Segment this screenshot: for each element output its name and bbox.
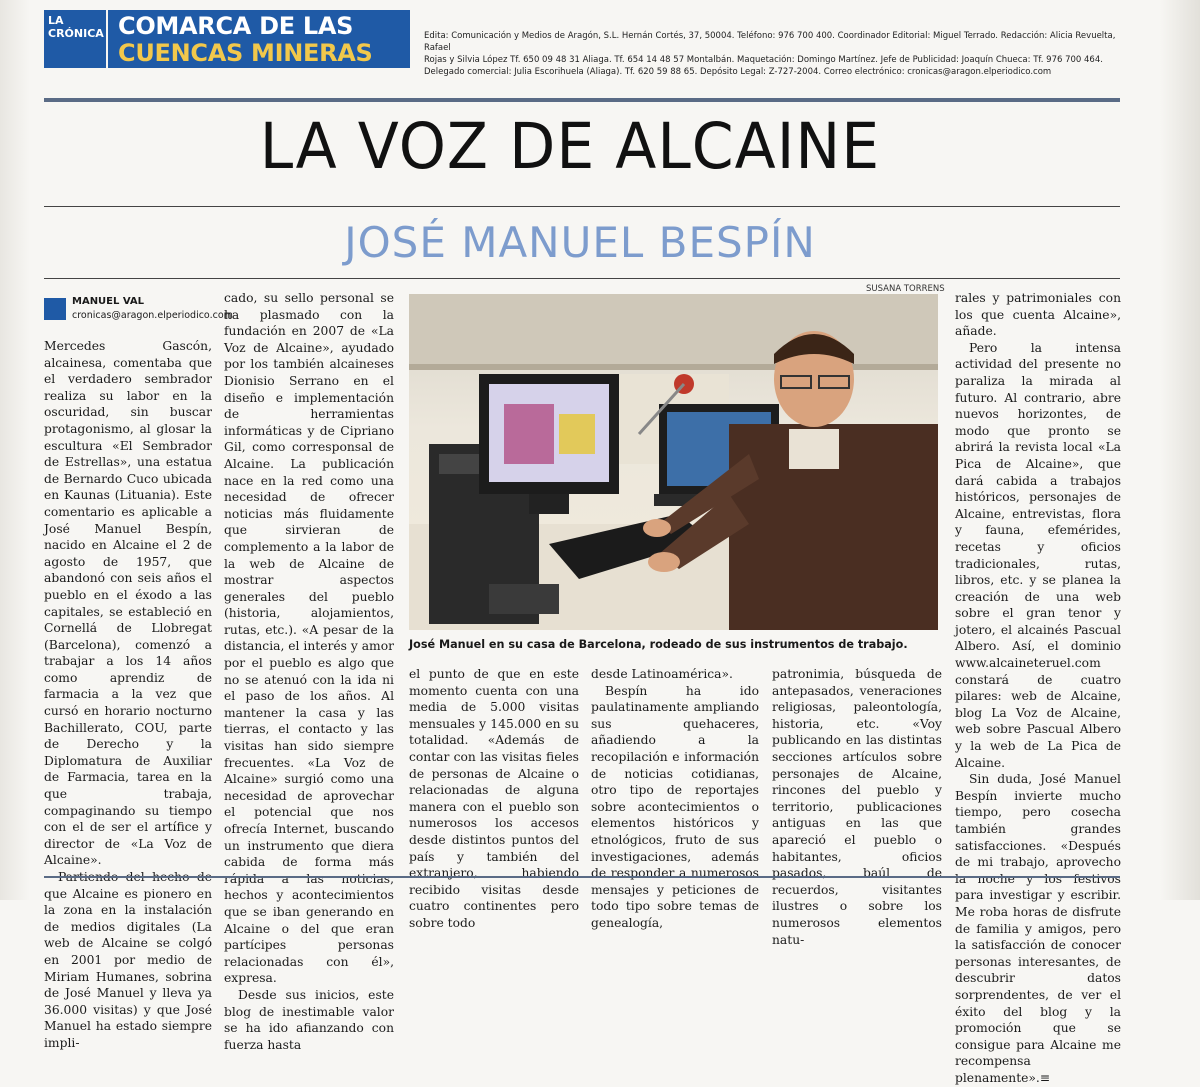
paragraph: cado, su sello personal se ha plasmado con la fundación en 2007 de «La Voz de Alcaine», ayudado por los también alcaineses Dionisio Serrano en el diseño e implementación de herramientas informáticas y de Cipriano Gil, como corresponsal de Alcaine. La publicación nace en la red como una necesidad de ofrecer noticias más fluidamente que sirvieran de complemento a la labor de la web de Alcaine de mostrar aspectos generales del pueblo (historia, alojamientos, rutas, etc.). «A pesar de la distancia, el interés y amor por el pueblo es algo que no se atenuó con la ida ni el paso de los años. Al mantener la casa y las tierras, el contacto y las visitas han sido siempre frecuentes. «La Voz de Alcaine» surgió como una necesidad de aprovechar el potencial que nos ofrecía Internet, buscando un instrumento que diera cabida de forma más rápida a las noticias, hechos y acontecimientos que se iban generando en Alcaine o del que eran partícipes personas relacionadas con él», expresa. — [224, 291, 394, 986]
photo-caption: José Manuel en su casa de Barcelona, rodeado de sus instrumentos de trabajo. — [409, 638, 908, 651]
end-of-article-mark: ≡ — [1039, 1070, 1051, 1085]
headline-divider — [44, 278, 1120, 279]
staff-credits — [424, 30, 1124, 78]
photo-illustration — [409, 294, 938, 630]
author-headline: JOSÉ MANUEL BESPÍN — [344, 218, 816, 267]
paragraph: Mercedes Gascón, alcainesa, comentaba que el verdadero sembrador realiza su labor en la oscuridad, sin buscar protagonismo, al glosar la escultura «El Sembrador de Estrellas», una estatua de Bernardo Cuco ubicada en Kaunas (Lituania). Este comentario es aplicable a José Manuel Bespín, nacido en Alcaine el 2 de agosto de 1957, que abandonó con seis años el pueblo en el éxodo a las capitales, se estableció en Cornellá de Llobregat (Barcelona), comenzó a trabajar a los 14 años como aprendiz de farmacia a la vez que cursó en horario nocturno Bachillerato, COU, parte de Derecho y la Diplomatura de Auxiliar de Farmacia, tarea en la que trabaja, compaginando su tiempo con el de ser el artífice y director de «La Voz de Alcaine». — [44, 339, 212, 868]
newspaper-logo-text: LA CRÓNICA — [48, 14, 104, 40]
headline-divider — [44, 206, 1120, 207]
credits-line: Delegado comercial: Julia Escorihuela (Aliaga). Tf. 620 59 88 65. Depósito Legal: Z-727-2004. Correo electrónico: cronicas@aragon.elperiodico.com — [424, 67, 1052, 77]
footer-rule — [44, 876, 1120, 878]
credits-line: Rojas y Silvia López Tf. 650 09 48 31 Aliaga. Tf. 654 14 48 57 Montalbán. Maquetación: Domingo Martínez. Jefe de Publicidad: Joaquín Chueca: Tf. 976 700 464. — [424, 55, 1103, 65]
paragraph: desde Latinoamérica». — [591, 667, 733, 681]
paragraph: patronimia, búsqueda de antepasados, veneraciones religiosas, paleontología, historia, etc. «Voy publicando en las distintas secciones artículos sobre personajes de Alcaine, rincones del pueblo y territorio, publicaciones antiguas en las que apareció el pueblo o habitantes, oficios pasados, baúl de recuerdos, visitantes ilustres o sobre los numerosos elementos natu- — [772, 667, 942, 947]
paragraph: el punto de que en este momento cuenta con una media de 5.000 visitas mensuales y 145.000 en su totalidad. «Además de contar con las visitas fieles de personas de Alcaine o relacionadas de alguna manera con el pueblo son numerosos los accesos desde distintos puntos del país y también del extranjero, habiendo recibido visitas desde cuatro continentes pero sobre todo — [409, 667, 579, 930]
credits-line: Edita: Comunicación y Medios de Aragón, S.L. Hernán Cortés, 37, 50004. Teléfono: 976 700 400. Coordinador Editorial: Miguel Terrado. Redacción: Alicia Revuelta, Rafael — [424, 31, 1116, 53]
paragraph-text: Sin duda, José Manuel Bespín invierte mucho tiempo, pero cosecha también grandes satisfacciones. «Después de mi trabajo, aprovecho la noche y los festivos para investigar y escribir. Me roba horas de disfrute de familia y amigos, pero la satisfacción de conocer personas interesantes, de descubrir datos sorprendentes, de ver el éxito del blog y la promoción que se consigue para Alcaine me recompensa plenamente». — [955, 772, 1121, 1085]
byline-name: MANUEL VAL — [72, 296, 145, 307]
column-title: LA VOZ DE ALCAINE — [259, 110, 881, 184]
newspaper-logo — [44, 10, 106, 68]
paragraph: Desde sus inicios, este blog de inestimable valor se ha ido afianzando con fuerza hasta — [224, 987, 394, 1052]
masthead-rule — [44, 98, 1120, 102]
article-column-4 — [591, 666, 759, 930]
byline-email: cronicas@aragon.elperiodico.com — [72, 310, 233, 321]
paragraph: Bespín ha ido paulatinamente ampliando sus quehaceres, añadiendo a la recopilación e información de noticias cotidianas, otro tipo de reportajes sobre acontecimientos o elementos históricos y etnológicos, fruto de sus investigaciones, además de responder a numerosos mensajes y peticiones de todo tipo sobre temas de genealogía, — [591, 683, 759, 930]
paragraph — [955, 771, 1121, 1086]
article-column-6 — [955, 290, 1121, 1085]
section-title-line1: COMARCA DE LAS — [118, 12, 354, 40]
article-column-3 — [409, 666, 579, 930]
paragraph: Pero la intensa actividad del presente no paraliza la mirada al futuro. Al contrario, abre nuevos horizontes, de modo que pronto se abrirá la revista local «La Pica de Alcaine», que dará cabida a trabajos históricos, personajes de Alcaine, entrevistas, flora y fauna, efemérides, recetas y oficios tradicionales, rutas, libros, etc. y se planea la creación de una web sobre el gran tenor y jotero, el alcainés Pascual Albero. Así, el dominio www.alcaineteruel.com constará de cuatro pilares: web de Alcaine, blog La Voz de Alcaine, web sobre Pascual Albero y la web de La Pica de Alcaine. — [955, 340, 1121, 770]
paragraph: Partiendo del hecho de que Alcaine es pionero en la zona en la instalación de medios digitales (La web de Alcaine se colgó en 2001 por medio de Miriam Humanes, sobrina de José Manuel y lleva ya 36.000 visitas) y que José Manuel ha estado siempre impli- — [44, 870, 212, 1050]
byline-marker — [44, 298, 66, 320]
article-column-2 — [224, 290, 394, 1052]
paragraph: rales y patrimoniales con los que cuenta Alcaine», añade. — [955, 291, 1121, 339]
section-title-line2: CUENCAS MINERAS — [118, 39, 373, 67]
section-banner — [108, 10, 410, 68]
photo-credit: SUSANA TORRENS — [866, 284, 945, 294]
article-column-1 — [44, 338, 212, 1050]
article-photo — [409, 294, 938, 630]
article-column-5 — [772, 666, 942, 947]
